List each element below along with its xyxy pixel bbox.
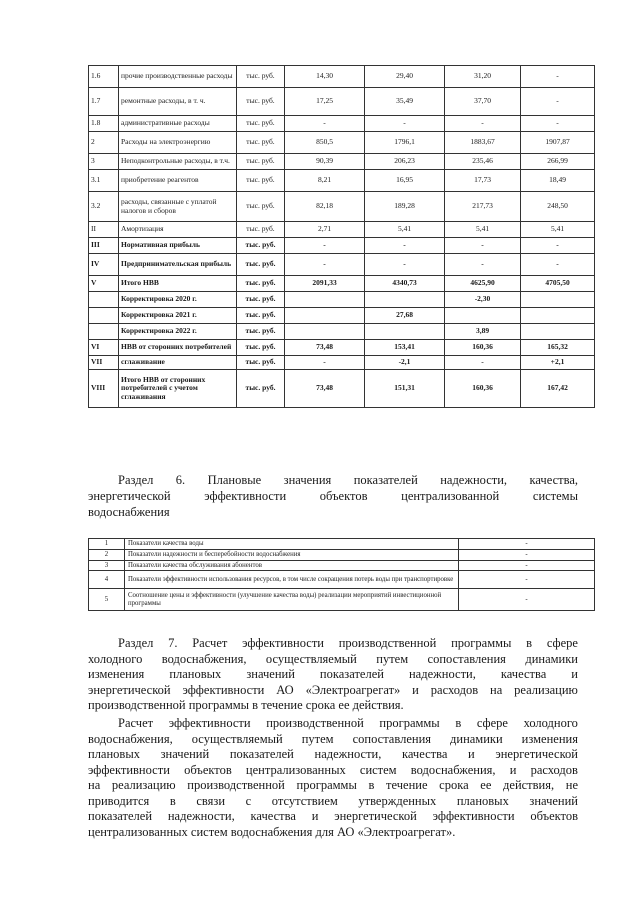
row-unit: тыс. руб. <box>237 116 285 132</box>
text-line <box>88 778 578 794</box>
table-row <box>89 116 595 132</box>
row-label: сглаживание <box>119 356 237 370</box>
word: динамики <box>450 731 503 746</box>
text-line <box>88 763 578 779</box>
word: плановых <box>456 793 509 808</box>
word: холодного <box>88 651 143 666</box>
word: программы <box>379 716 440 730</box>
word: связи <box>196 793 226 808</box>
word: Раздел <box>118 636 154 650</box>
word: значений <box>529 793 578 808</box>
row-value-1: 90,39 <box>285 154 365 170</box>
table-row <box>89 571 595 589</box>
word: путем <box>376 651 409 666</box>
row-value-1 <box>285 308 365 324</box>
word: действия, <box>503 778 555 792</box>
word: изменения <box>88 667 145 681</box>
table-row <box>89 308 595 324</box>
text-line <box>88 667 578 683</box>
word: в <box>368 778 375 792</box>
word: «Электроагрегат» <box>305 682 401 697</box>
word: реализацию <box>514 682 578 697</box>
row-value-3: 160,36 <box>445 340 521 356</box>
word: энергетической <box>88 682 171 697</box>
word: динамики <box>525 651 578 666</box>
row-value-4 <box>521 292 595 308</box>
row-value-4: 167,42 <box>521 370 595 408</box>
row-value-3: 37,70 <box>445 88 521 116</box>
section-6-heading <box>88 472 578 520</box>
row-value-3: - <box>445 254 521 276</box>
word: Плановые <box>207 473 262 487</box>
row-label: расходы, связанные с уплатой налогов и сборов <box>119 192 237 222</box>
row-number: 1.6 <box>89 66 119 88</box>
word: течение <box>386 778 428 792</box>
row-number: VI <box>89 340 119 356</box>
word: централизованных <box>245 762 346 777</box>
word: показателей <box>88 809 153 823</box>
row-unit: тыс. руб. <box>237 356 285 370</box>
row-value-4: 4705,50 <box>521 276 595 292</box>
row-value-4: +2,1 <box>521 356 595 370</box>
word: эффективности <box>432 809 515 823</box>
row-unit: тыс. руб. <box>237 238 285 254</box>
table-row <box>89 292 595 308</box>
row-number: 1.8 <box>89 116 119 132</box>
row-value-2: - <box>365 238 445 254</box>
row-value-1: 2,71 <box>285 222 365 238</box>
text-line: централизованных систем водоснабжения для АО «Электроагрегат». <box>88 824 456 839</box>
word: в <box>455 716 462 730</box>
word: объектов <box>319 489 368 503</box>
row-value-3: 4625,90 <box>445 276 521 292</box>
row-value-2: 153,41 <box>365 340 445 356</box>
row-unit: тыс. руб. <box>237 324 285 340</box>
word: показателей <box>319 667 384 681</box>
word: качества <box>402 747 448 761</box>
row-value-3: 160,36 <box>445 370 521 408</box>
row-number: 3 <box>89 560 125 571</box>
row-number: II <box>89 222 119 238</box>
word: АО <box>276 682 294 697</box>
row-label: Итого НВВ от сторонних потребителей с учетом сглаживания <box>119 370 237 408</box>
word: систем <box>359 762 397 777</box>
row-value-3: 17,73 <box>445 170 521 192</box>
row-value-4: 248,50 <box>521 192 595 222</box>
row-label: Предпринимательская прибыль <box>119 254 237 276</box>
row-number: 5 <box>89 589 125 611</box>
row-value-1: 14,30 <box>285 66 365 88</box>
row-value-2: 29,40 <box>365 66 445 88</box>
word: плановых <box>169 667 222 681</box>
row-value-2: 27,68 <box>365 308 445 324</box>
row-label: Корректировка 2022 г. <box>119 324 237 340</box>
row-value-4: 1907,87 <box>521 132 595 154</box>
word: надежности, <box>167 809 235 823</box>
row-value-1: - <box>285 356 365 370</box>
row-label: Нормативная прибыль <box>119 238 237 254</box>
row-value-1: 82,18 <box>285 192 365 222</box>
row-unit: тыс. руб. <box>237 192 285 222</box>
row-number: VIII <box>89 370 119 408</box>
word: энергетической <box>495 747 578 761</box>
row-number: 3 <box>89 154 119 170</box>
row-number: 2 <box>89 549 125 560</box>
row-value-3: - <box>445 356 521 370</box>
table-row <box>89 132 595 154</box>
word: водоснабжения, <box>410 762 496 777</box>
word: с <box>245 793 252 808</box>
row-value-1: 73,48 <box>285 340 365 356</box>
word: централизованной <box>401 489 500 503</box>
row-value-2: -2,1 <box>365 356 445 370</box>
word: надежности, <box>440 473 508 487</box>
row-value-2: 5,41 <box>365 222 445 238</box>
row-value-4: - <box>521 88 595 116</box>
text-line <box>88 636 578 652</box>
row-value-4: - <box>521 238 595 254</box>
row-number: VII <box>89 356 119 370</box>
word: и <box>311 809 319 823</box>
row-value-1: 17,25 <box>285 88 365 116</box>
row-value-2: 189,28 <box>365 192 445 222</box>
row-value-1 <box>285 292 365 308</box>
row-unit: тыс. руб. <box>237 170 285 192</box>
word: надежности, <box>408 667 476 681</box>
text-line <box>88 794 578 810</box>
row-label: Расходы на электроэнергию <box>119 132 237 154</box>
text-line <box>88 747 578 763</box>
row-label: Амортизация <box>119 222 237 238</box>
row-label: Неподконтрольные расходы, в т.ч. <box>119 154 237 170</box>
word: и <box>571 667 578 681</box>
table-row <box>89 356 595 370</box>
row-unit: тыс. руб. <box>237 66 285 88</box>
word: показателей <box>229 747 294 761</box>
row-label: Показатели качества обслуживания абонентов <box>125 560 459 571</box>
word: Расчет <box>192 636 228 650</box>
row-value-4: - <box>521 66 595 88</box>
row-value-3: 1883,67 <box>445 132 521 154</box>
word: ее <box>480 778 492 792</box>
table-row <box>89 88 595 116</box>
row-value-1: 73,48 <box>285 370 365 408</box>
row-value-3: 31,20 <box>445 66 521 88</box>
word: на <box>88 778 101 792</box>
table-row <box>89 222 595 238</box>
table-row <box>89 549 595 560</box>
word: эффективности <box>242 636 324 650</box>
row-number: 1.7 <box>89 88 119 116</box>
row-value-1: 2091,33 <box>285 276 365 292</box>
word: производственной <box>338 636 437 650</box>
row-value-1: - <box>285 116 365 132</box>
word: программы <box>451 636 512 650</box>
row-unit: тыс. руб. <box>237 370 285 408</box>
table-row <box>89 192 595 222</box>
text-line <box>88 488 578 504</box>
word: путем <box>301 731 334 746</box>
row-label: прочие производственные расходы <box>119 66 237 88</box>
row-value-1: - <box>285 254 365 276</box>
row-value: - <box>459 549 595 560</box>
row-value-3: 235,46 <box>445 154 521 170</box>
word: срока <box>439 778 469 792</box>
word: качества <box>500 667 547 681</box>
row-number <box>89 308 119 324</box>
row-label: Корректировка 2020 г. <box>119 292 237 308</box>
efficiency-paragraph <box>88 716 578 840</box>
row-value-3: 217,73 <box>445 192 521 222</box>
word: энергетической <box>88 489 171 503</box>
word: реализацию <box>111 778 176 792</box>
word: сопоставления <box>427 651 506 666</box>
row-value-3: - <box>445 238 521 254</box>
word: объектов <box>184 762 232 777</box>
text-line <box>88 472 578 488</box>
table-row <box>89 66 595 88</box>
table-row <box>89 370 595 408</box>
row-label: Показатели надежности и бесперебойности водоснабжения <box>125 549 459 560</box>
text-line <box>88 504 578 520</box>
row-number: 1 <box>89 539 125 550</box>
word: водоснабжения <box>88 505 170 519</box>
row-label: Показатели качества воды <box>125 539 459 550</box>
word: эффективности <box>168 716 251 730</box>
row-value-2: 35,49 <box>365 88 445 116</box>
row-unit: тыс. руб. <box>237 132 285 154</box>
row-unit: тыс. руб. <box>237 88 285 116</box>
row-value-3: 5,41 <box>445 222 521 238</box>
row-value-1: 850,5 <box>285 132 365 154</box>
row-value-2: - <box>365 254 445 276</box>
word: водоснабжения, <box>161 651 247 666</box>
table-row <box>89 560 595 571</box>
table-row <box>89 340 595 356</box>
row-value-4 <box>521 324 595 340</box>
word: объектов <box>530 809 578 823</box>
word: качества <box>250 809 296 823</box>
row-number: IV <box>89 254 119 276</box>
word: сопоставления <box>352 731 432 746</box>
row-value-4 <box>521 308 595 324</box>
word: производственной <box>187 778 285 792</box>
word: значения <box>283 473 332 487</box>
table-row <box>89 254 595 276</box>
row-label: ремонтные расходы, в т. ч. <box>119 88 237 116</box>
word: Раздел <box>118 473 154 487</box>
word: расходов <box>530 762 578 777</box>
row-number: 4 <box>89 571 125 589</box>
word: и <box>509 762 517 777</box>
row-label: административные расходы <box>119 116 237 132</box>
row-unit: тыс. руб. <box>237 222 285 238</box>
row-value: - <box>459 571 595 589</box>
word: отсутствием <box>271 793 338 808</box>
row-value-2: 206,23 <box>365 154 445 170</box>
table-row <box>89 539 595 550</box>
word: значений <box>246 667 295 681</box>
word: качества, <box>529 473 578 487</box>
word: эффективности <box>88 762 170 777</box>
row-label: Показатели эффективности использования ресурсов, в том числе сокращения потерь воды при транспортировке <box>125 571 459 589</box>
row-number: 3.1 <box>89 170 119 192</box>
word: надежности, <box>314 747 382 761</box>
row-value: - <box>459 539 595 550</box>
row-value-2 <box>365 292 445 308</box>
word: осуществляемый <box>265 651 357 666</box>
word: и <box>412 682 419 697</box>
word: плановых <box>88 747 140 761</box>
row-unit: тыс. руб. <box>237 154 285 170</box>
row-value-4: 5,41 <box>521 222 595 238</box>
row-value-3: 3,89 <box>445 324 521 340</box>
row-value-2: 151,31 <box>365 370 445 408</box>
text-line <box>88 809 578 825</box>
word: 6. <box>175 473 186 487</box>
table-row <box>89 276 595 292</box>
word: значений <box>160 747 210 761</box>
word: Расчет <box>118 716 154 730</box>
word: приводится <box>88 793 150 808</box>
row-value-4: - <box>521 254 595 276</box>
word: эффективности <box>182 682 265 697</box>
row-label: НВВ от сторонних потребителей <box>119 340 237 356</box>
row-value: - <box>459 589 595 611</box>
word: программы <box>296 778 357 792</box>
row-value-3: - <box>445 116 521 132</box>
row-value-2: 16,95 <box>365 170 445 192</box>
row-number: V <box>89 276 119 292</box>
word: на <box>490 682 503 697</box>
word: в <box>526 636 533 650</box>
word: холодного <box>523 716 578 730</box>
indicators-table <box>88 538 595 611</box>
row-unit: тыс. руб. <box>237 340 285 356</box>
word: системы <box>532 489 578 503</box>
row-label: Корректировка 2021 г. <box>119 308 237 324</box>
row-number: 2 <box>89 132 119 154</box>
table-row <box>89 589 595 611</box>
row-value-4: 266,99 <box>521 154 595 170</box>
word: не <box>565 778 578 792</box>
table-row <box>89 170 595 192</box>
word: сфере <box>476 716 508 730</box>
row-unit: тыс. руб. <box>237 254 285 276</box>
row-unit: тыс. руб. <box>237 292 285 308</box>
table-row <box>89 154 595 170</box>
row-unit: тыс. руб. <box>237 276 285 292</box>
word: водоснабжения, <box>88 731 173 746</box>
word: и <box>468 747 475 761</box>
text-line <box>88 732 578 748</box>
row-value-1 <box>285 324 365 340</box>
word: в <box>169 793 176 808</box>
row-value-3: -2,30 <box>445 292 521 308</box>
table-row <box>89 238 595 254</box>
financial-table <box>88 65 595 408</box>
row-label: Соотношение цены и эффективности (улучшение качества воды) реализации мероприятий инвестиционной программы <box>125 589 459 611</box>
row-value-1: 8,21 <box>285 170 365 192</box>
word: сфере <box>546 636 578 650</box>
row-number: III <box>89 238 119 254</box>
word: расходов <box>430 682 479 697</box>
word: осуществляемый <box>191 731 283 746</box>
row-value-2: 1796,1 <box>365 132 445 154</box>
row-number <box>89 292 119 308</box>
row-label: Итого НВВ <box>119 276 237 292</box>
row-number <box>89 324 119 340</box>
row-unit: тыс. руб. <box>237 308 285 324</box>
row-value-4: 165,32 <box>521 340 595 356</box>
row-value: - <box>459 560 595 571</box>
row-number: 3.2 <box>89 192 119 222</box>
row-label: приобретение реагентов <box>119 170 237 192</box>
word: производственной <box>266 716 364 730</box>
row-value-4: - <box>521 116 595 132</box>
text-line <box>88 652 578 668</box>
word: изменения <box>521 731 578 746</box>
row-value-1: - <box>285 238 365 254</box>
text-line <box>88 716 578 732</box>
word: 7. <box>168 636 178 650</box>
row-value-2: - <box>365 116 445 132</box>
word: эффективности <box>204 489 287 503</box>
word: энергетической <box>334 809 417 823</box>
row-value-2: 4340,73 <box>365 276 445 292</box>
table-row <box>89 324 595 340</box>
text-line <box>88 683 578 699</box>
text-line: производственной программы в течение срока ее действия. <box>88 698 404 712</box>
section-7-paragraph <box>88 636 578 714</box>
row-value-3 <box>445 308 521 324</box>
row-value-2 <box>365 324 445 340</box>
word: утвержденных <box>358 793 437 808</box>
word: показателей <box>353 473 418 487</box>
row-value-4: 18,49 <box>521 170 595 192</box>
